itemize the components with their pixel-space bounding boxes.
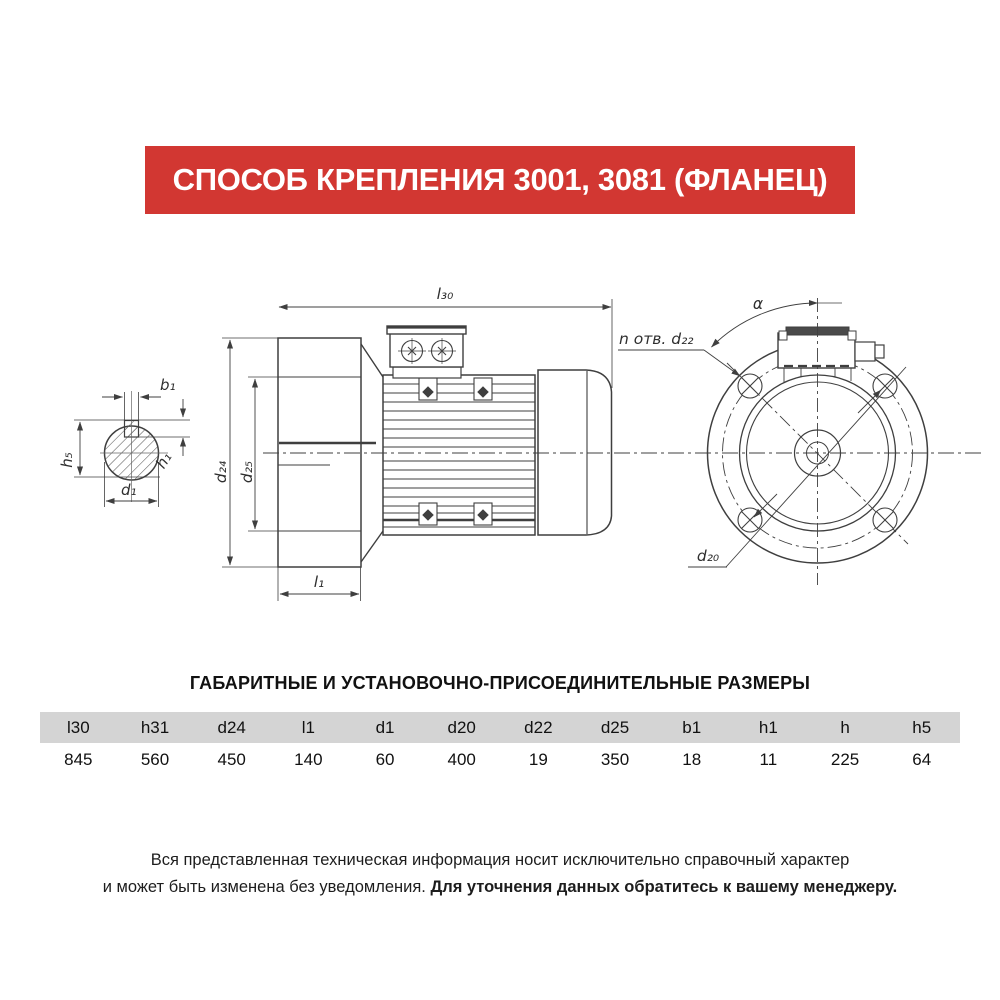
disclaimer-line2	[0, 874, 1000, 901]
dim-label-d25: d₂₅	[238, 460, 256, 484]
dim-label-alpha: α	[752, 295, 764, 313]
disclaimer-line2-bold: Для уточнения данных обратитесь к вашему менеджеру.	[430, 878, 898, 896]
value-d24: 450	[217, 749, 246, 769]
dim-label-l1: l₁	[313, 573, 325, 591]
disclaimer-line1: Вся представленная техническая информация носит исключительно справочный характер	[150, 851, 850, 869]
dim-label-h1: h₁	[152, 448, 176, 472]
dimensions-table	[40, 712, 960, 776]
value-d22: 19	[528, 749, 548, 769]
value-d1: 60	[375, 749, 395, 769]
value-l1: 140	[294, 749, 323, 769]
value-h1: 11	[759, 749, 778, 769]
value-h5: 64	[912, 749, 932, 769]
col-header-l1: l1	[301, 717, 315, 737]
shaft-section-view	[58, 376, 190, 507]
value-d20: 400	[447, 749, 476, 769]
value-l30: 845	[64, 749, 93, 769]
col-header-d24: d24	[217, 717, 246, 737]
col-header-d22: d22	[524, 717, 553, 737]
dim-label-d24: d₂₄	[212, 460, 230, 484]
col-header-h: h	[840, 717, 850, 737]
col-header-d1: d1	[375, 717, 395, 737]
dim-label-l30: l₃₀	[436, 285, 454, 303]
dim-label-n-holes-d22: n отв. d₂₂	[619, 330, 694, 348]
disclaimer	[0, 847, 1000, 901]
value-d25: 350	[600, 749, 630, 769]
dim-label-b1: b₁	[160, 376, 176, 394]
col-header-d20: d20	[447, 717, 476, 737]
value-b1: 18	[682, 749, 702, 769]
value-h31: 560	[140, 749, 170, 769]
dimensions-heading: ГАБАРИТНЫЕ И УСТАНОВОЧНО-ПРИСОЕДИНИТЕЛЬНЫЕ РАЗМЕРЫ	[189, 673, 811, 693]
motor-side-view	[212, 285, 612, 601]
table-header-row	[40, 712, 960, 743]
col-header-h5: h5	[912, 717, 932, 737]
table-values-row	[40, 743, 960, 776]
page-title: СПОСОБ КРЕПЛЕНИЯ 3001, 3081 (ФЛАНЕЦ)	[172, 162, 828, 197]
col-header-d25: d25	[600, 717, 630, 737]
dim-label-h5: h₅	[58, 452, 76, 468]
col-header-h1: h1	[758, 717, 778, 737]
col-header-h31: h31	[140, 717, 170, 737]
col-header-l30: l30	[66, 717, 90, 737]
dim-label-d1: d₁	[121, 481, 137, 499]
disclaimer-line2-normal: и может быть изменена без уведомления.	[102, 878, 431, 896]
dim-label-d20: d₂₀	[696, 547, 720, 565]
value-h: 225	[830, 749, 860, 769]
flange-front-view	[618, 295, 928, 585]
col-header-b1: b1	[682, 717, 702, 737]
